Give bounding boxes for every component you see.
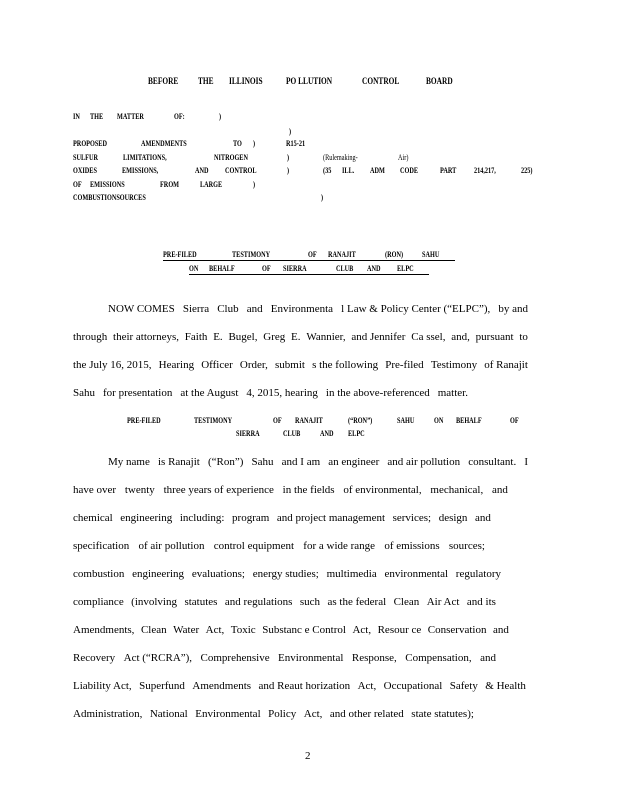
text-word: Wannier,: [306, 331, 346, 343]
text-word: sources;: [448, 540, 485, 552]
caption-word: EMISSIONS: [90, 180, 125, 189]
text-word: of air pollution: [138, 540, 205, 552]
text-word: an engineer: [328, 456, 380, 468]
text-word: Act (“RCRA”),: [123, 652, 193, 664]
text-word: for a wide range: [303, 540, 376, 552]
text-word: and: [492, 484, 508, 496]
text-line: [73, 387, 468, 399]
heading-word: OF: [308, 250, 317, 259]
text-word: Clean: [393, 596, 420, 608]
subheading-word: OF: [273, 416, 282, 425]
title-word: ILLINOIS: [229, 76, 263, 86]
text-word: state statutes);: [411, 708, 474, 720]
text-word: in the above-referenced: [325, 387, 430, 399]
caption-word: Air): [398, 153, 409, 162]
text-word: 4, 2015, hearing: [246, 387, 318, 399]
text-word: and: [480, 652, 496, 664]
text-word: and: [246, 303, 263, 315]
caption-word: NITROGEN: [214, 153, 248, 162]
text-word: Sahu: [251, 456, 274, 468]
text-word: Amendments,: [73, 624, 135, 636]
text-word: Club: [217, 303, 239, 315]
text-word: Act,: [303, 708, 323, 720]
text-word: evaluations;: [191, 568, 245, 580]
text-word: three years of experience: [163, 484, 274, 496]
text-word: and air pollution: [387, 456, 461, 468]
caption-word: MATTER: [117, 112, 144, 121]
text-word: and its: [466, 596, 496, 608]
caption-word: ILL.: [342, 166, 355, 175]
caption-word: SULFUR: [73, 153, 98, 162]
heading-word: RANAJIT: [328, 250, 356, 259]
text-word: Policy: [268, 708, 297, 720]
text-word: to: [519, 331, 528, 343]
text-word: Occupational: [383, 680, 443, 692]
caption-paren: ): [287, 166, 290, 175]
text-word: by and: [498, 303, 528, 315]
title-word: PO LLUTION: [286, 76, 333, 86]
text-word: of emissions: [384, 540, 440, 552]
text-word: Faith: [184, 331, 208, 343]
text-word: Act,: [205, 624, 225, 636]
heading-word: PRE-FILED: [163, 250, 197, 259]
text-word: Testimony: [430, 359, 478, 371]
subheading-word: (“RON”): [348, 416, 373, 425]
text-word: energy studies;: [252, 568, 319, 580]
text-word: Act,: [352, 624, 372, 636]
text-word: and: [492, 624, 509, 636]
caption-word: IN: [73, 112, 80, 121]
text-line: [73, 596, 496, 608]
text-word: and Reaut horization: [258, 680, 351, 692]
caption-word: OXIDES: [73, 166, 97, 175]
subheading-word: PRE-FILED: [127, 416, 161, 425]
text-word: Bugel,: [228, 331, 258, 343]
text-word: the July 16, 2015,: [73, 359, 152, 371]
text-word: environmental: [384, 568, 449, 580]
caption-word: (35: [323, 166, 332, 175]
text-word: Act,: [357, 680, 377, 692]
text-word: compliance: [73, 596, 124, 608]
text-word: Officer: [201, 359, 233, 371]
heading-word: SIERRA: [283, 264, 307, 273]
caption-word: THE: [90, 112, 104, 121]
heading-word: OF: [262, 264, 271, 273]
text-word: Administration,: [73, 708, 143, 720]
text-word: Recovery: [73, 652, 116, 664]
subheading-word: SAHU: [397, 416, 415, 425]
text-word: and Jennifer: [351, 331, 406, 343]
text-word: s the following: [312, 359, 379, 371]
text-word: Clean: [140, 624, 167, 636]
caption-word: OF: [73, 180, 82, 189]
caption-word: LARGE: [200, 180, 223, 189]
text-word: Amendments: [192, 680, 252, 692]
caption-word: TO: [233, 139, 242, 148]
text-word: and: [475, 512, 491, 524]
caption-paren: ): [219, 112, 222, 121]
caption-word: 214,217,: [474, 166, 496, 175]
text-word: regulatory: [455, 568, 501, 580]
text-word: Order,: [239, 359, 268, 371]
text-word: matter.: [437, 387, 468, 399]
title-word: THE: [198, 76, 214, 86]
text-word: and,: [451, 331, 470, 343]
text-word: multimedia: [326, 568, 377, 580]
subheading-word: AND: [320, 429, 334, 438]
text-word: specification: [73, 540, 130, 552]
text-word: Safety: [449, 680, 478, 692]
text-word: NOW COMES: [108, 303, 175, 315]
text-word: have over: [73, 484, 117, 496]
text-line: [73, 359, 528, 371]
heading-word: BEHALF: [209, 264, 235, 273]
text-word: statutes: [184, 596, 218, 608]
caption-paren: ): [287, 153, 290, 162]
text-word: Comprehensive: [200, 652, 270, 664]
text-word: My name: [108, 456, 150, 468]
text-line: [108, 303, 528, 315]
subheading-word: RANAJIT: [295, 416, 323, 425]
subheading-word: TESTIMONY: [194, 416, 233, 425]
heading-underline: [163, 260, 455, 261]
heading-word: AND: [367, 264, 381, 273]
text-word: at the August: [180, 387, 239, 399]
text-word: combustion: [73, 568, 125, 580]
text-word: Toxic: [230, 624, 256, 636]
text-word: Environmenta: [270, 303, 334, 315]
text-word: and regulations: [224, 596, 293, 608]
text-word: Superfund: [139, 680, 185, 692]
title-word: CONTROL: [362, 76, 400, 86]
text-line: [108, 456, 528, 468]
title-word: BOARD: [426, 76, 453, 86]
caption-word: CONTROL: [225, 166, 257, 175]
docket-number: R15-21: [286, 139, 306, 148]
caption-word: PART: [440, 166, 457, 175]
text-word: such: [299, 596, 321, 608]
text-line: [73, 568, 501, 580]
text-word: of Ranajit: [484, 359, 528, 371]
caption-paren: ): [321, 193, 324, 202]
text-word: Air Act: [426, 596, 460, 608]
text-word: Resour ce: [377, 624, 422, 636]
text-word: submit: [275, 359, 305, 371]
text-word: l Law & Policy Center (“ELPC”),: [341, 303, 491, 315]
caption-paren: ): [289, 127, 292, 136]
text-word: E.: [291, 331, 301, 343]
text-word: in the fields: [282, 484, 335, 496]
text-word: National: [149, 708, 188, 720]
text-word: of environmental,: [343, 484, 422, 496]
text-word: & Health: [485, 680, 526, 692]
subheading-word: SIERRA: [236, 429, 260, 438]
text-word: design: [438, 512, 468, 524]
text-word: and project management: [276, 512, 386, 524]
text-word: program: [232, 512, 270, 524]
subheading-word: BEHALF: [456, 416, 482, 425]
caption-word: FROM: [160, 180, 180, 189]
page-number: 2: [305, 750, 311, 762]
text-word: Environmental: [278, 652, 344, 664]
text-line: [73, 331, 528, 343]
text-word: Compensation,: [405, 652, 472, 664]
text-word: Water: [173, 624, 200, 636]
caption-word: CODE: [400, 166, 419, 175]
text-word: Pre-filed: [385, 359, 424, 371]
text-word: for presentation: [103, 387, 173, 399]
text-line: [73, 512, 491, 524]
heading-word: TESTIMONY: [232, 250, 271, 259]
text-word: Hearing: [158, 359, 195, 371]
caption-word: PROPOSED: [73, 139, 107, 148]
heading-word: SAHU: [422, 250, 440, 259]
title-word: BEFORE: [148, 76, 179, 86]
text-word: their attorneys,: [113, 331, 179, 343]
text-word: (involving: [131, 596, 177, 608]
text-word: engineering: [120, 512, 173, 524]
text-word: pursuant: [475, 331, 514, 343]
text-word: Conservation: [427, 624, 487, 636]
text-line: [73, 484, 508, 496]
text-word: Response,: [351, 652, 397, 664]
text-word: through: [73, 331, 108, 343]
caption-word: AND: [195, 166, 209, 175]
subheading-word: CLUB: [283, 429, 301, 438]
text-word: Ca ssel,: [411, 331, 446, 343]
text-word: Environmental: [195, 708, 261, 720]
text-word: Substanc e Control: [262, 624, 346, 636]
caption-word: ADM: [370, 166, 385, 175]
caption-word: (Rulemaking-: [323, 153, 358, 162]
caption-paren: ): [253, 180, 256, 189]
caption-word: OF:: [174, 112, 185, 121]
text-word: Sierra: [182, 303, 210, 315]
subheading-word: ELPC: [348, 429, 365, 438]
text-word: mechanical,: [430, 484, 484, 496]
text-word: I: [524, 456, 528, 468]
caption-word: 225): [521, 166, 533, 175]
text-word: Liability Act,: [73, 680, 132, 692]
text-line: [73, 540, 485, 552]
text-word: and I am: [281, 456, 321, 468]
text-line: [73, 708, 474, 720]
heading-word: (RON): [385, 250, 404, 259]
text-word: consultant.: [468, 456, 517, 468]
caption-word: AMENDMENTS: [141, 139, 187, 148]
heading-word: ON: [189, 264, 199, 273]
text-word: engineering: [132, 568, 185, 580]
heading-underline: [189, 274, 429, 275]
text-word: (“Ron”): [207, 456, 244, 468]
text-word: and other related: [329, 708, 404, 720]
text-word: twenty: [124, 484, 155, 496]
text-word: services;: [392, 512, 432, 524]
subheading-word: OF: [510, 416, 519, 425]
text-word: control equipment: [213, 540, 295, 552]
heading-word: CLUB: [336, 264, 354, 273]
text-line: [73, 624, 509, 636]
text-line: [73, 680, 526, 692]
text-word: including:: [179, 512, 225, 524]
text-word: is Ranajit: [157, 456, 200, 468]
text-word: Greg: [263, 331, 286, 343]
text-line: [73, 652, 496, 664]
caption-word: COMBUSTIONSOURCES: [73, 193, 146, 202]
text-word: chemical: [73, 512, 113, 524]
caption-word: EMISSIONS,: [122, 166, 159, 175]
caption-paren: ): [253, 139, 256, 148]
text-word: Sahu: [73, 387, 95, 399]
heading-word: ELPC: [397, 264, 414, 273]
subheading-word: ON: [434, 416, 444, 425]
text-word: as the federal: [327, 596, 387, 608]
text-word: E.: [213, 331, 223, 343]
caption-word: LIMITATIONS,: [123, 153, 167, 162]
